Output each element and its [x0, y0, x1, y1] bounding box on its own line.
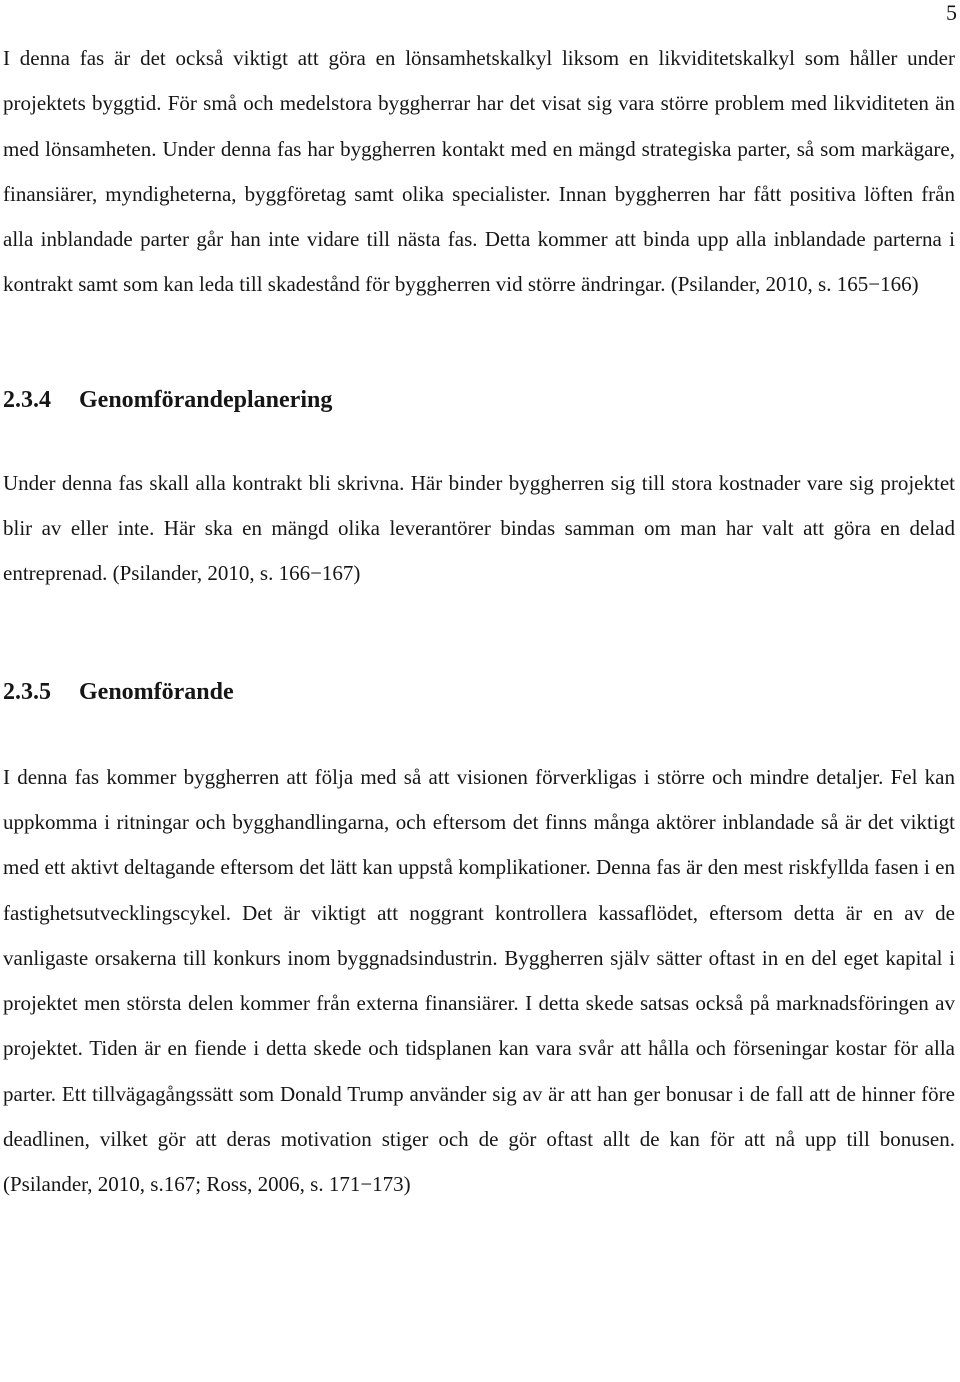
- section-heading-title: Genomförandeplanering: [79, 386, 333, 413]
- section-heading: [3, 677, 955, 707]
- page-number: 5: [946, 0, 957, 25]
- document-body: [3, 36, 955, 1208]
- body-paragraph: Under denna fas skall alla kontrakt bli skrivna. Här binder byggherren sig till stora kostnader vare sig projektet blir av eller inte. Här ska en mängd olika leverantörer bindas samman om man har valt att göra en delad entreprenad. (Psilander, 2010, s. 166−167): [3, 470, 955, 586]
- body-paragraph: I denna fas kommer byggherren att följa med så att visionen förverkligas i större och mindre detaljer. Fel kan uppkomma i ritningar och bygghandlingarna, och eftersom det finns många aktörer inblandade så är det viktigt med ett aktivt deltagande eftersom det lätt kan uppstå komplikationer. Denna fas är den mest riskfyllda fasen i en fastighetsutvecklingscykel. Det är viktigt att noggrant kontrollera kassaflödet, eftersom detta är en av de vanligaste orsakerna till konkurs inom byggnadsindustrin. Byggherren själv sätter oftast in en del eget kapital i projektet men största delen kommer från externa finansiärer. I detta skede satsas också på marknadsföringen av projektet. Tiden är en fiende i detta skede och tidsplanen kan vara svår att hålla och förseningar kostar för alla parter. Ett tillvägagångssätt som Donald Trump använder sig av är att han ger bonusar i de fall att de hinner före deadlinen, vilket gör att deras motivation stiger och de gör oftast allt de kan för att nå upp till bonusen. (Psilander, 2010, s.167; Ross, 2006, s. 171−173): [3, 764, 955, 1197]
- section-heading-number: 2.3.4: [3, 386, 51, 413]
- section-heading-title: Genomförande: [79, 678, 234, 705]
- section-heading: [3, 385, 955, 415]
- body-paragraph: I denna fas är det också viktigt att göra en lönsamhetskalkyl liksom en likviditetskalkyl som håller under projektets byggtid. För små och medelstora byggherrar har det visat sig vara större problem med likviditeten än med lönsamheten. Under denna fas har byggherren kontakt med en mängd strategiska parter, så som markägare, finansiärer, myndigheterna, byggföretag samt olika specialister. Innan byggherren har fått positiva löften från alla inblandade parter går han inte vidare till nästa fas. Detta kommer att binda upp alla inblandade parterna i kontrakt samt som kan leda till skadestånd för byggherren vid större ändringar. (Psilander, 2010, s. 165−166): [3, 46, 955, 297]
- section-heading-number: 2.3.5: [3, 678, 51, 705]
